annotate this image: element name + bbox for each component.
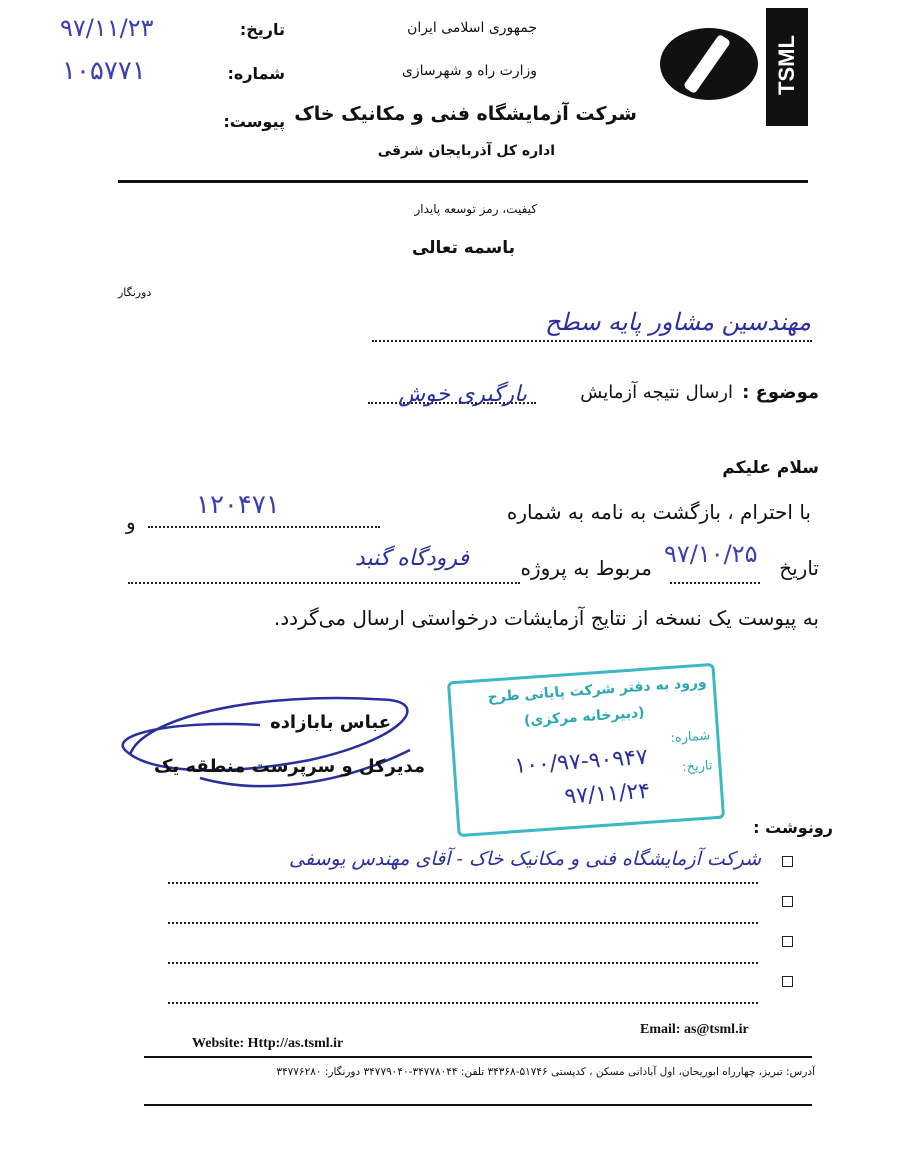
cc-checkbox-1[interactable] [782, 856, 793, 867]
stamp-number-value: ۱۰۰/۹۷-۹۰۹۴۷ [513, 744, 649, 779]
cc-entry-1: شرکت آزمایشگاه فنی و مکانیک خاک - آقای مهندس یوسفی [289, 848, 761, 870]
cc-checkbox-3[interactable] [782, 936, 793, 947]
letter-date-line [670, 582, 760, 584]
logo-emblem [660, 28, 758, 100]
ministry-title: وزارت راه و شهرسازی [401, 63, 537, 79]
signature-scribble [110, 680, 420, 810]
logo-tsml-box [766, 8, 808, 126]
logo [660, 8, 810, 128]
stamp-number-label: شماره: [670, 728, 711, 747]
body-line-2-mid: مربوط به پروژه [520, 556, 652, 580]
office-title: اداره کل آذربایجان شرقی [377, 143, 555, 159]
body-line-3: به پیوست یک نسخه از نتایج آزمایشات درخواستی ارسال می‌گردد. [273, 606, 819, 630]
recipient-line [372, 340, 812, 342]
number-value: ۱۰۵۷۷۱ [62, 56, 146, 86]
logo-text: TSML [774, 35, 799, 95]
cc-line-1 [168, 882, 758, 884]
footer-divider-top [144, 1056, 812, 1058]
signatory-title: مدیرکل و سرپرست منطقه یک [154, 756, 425, 777]
website[interactable]: Website: Http://as.tsml.ir [192, 1036, 344, 1051]
republic-title: جمهوری اسلامی ایران [407, 20, 537, 36]
fax-label: دورنگار [118, 286, 152, 299]
cc-checkbox-4[interactable] [782, 976, 793, 987]
attachment-label: پیوست: [223, 112, 285, 131]
subject-text: ارسال نتیجه آزمایش [580, 382, 733, 403]
date-value: ۹۷/۱۱/۲۳ [60, 14, 154, 42]
email[interactable]: Email: as@tsml.ir [640, 1022, 749, 1037]
stamp-line-2: (دبیرخانه مرکزی) [523, 704, 646, 730]
body-line-2-start: تاریخ [779, 556, 819, 580]
letter-date: ۹۷/۱۰/۲۵ [664, 540, 758, 568]
cc-line-2 [168, 922, 758, 924]
body-line-1: با احترام ، بازگشت به نامه به شماره [506, 500, 811, 524]
registry-stamp [447, 663, 725, 837]
cc-checkbox-2[interactable] [782, 896, 793, 907]
slogan: کیفیت، رمز توسعه پایدار [414, 202, 537, 216]
body-line-1-end: و [126, 510, 136, 534]
stamp-line-1: ورود به دفتر شرکت پایانی طرح [487, 674, 708, 706]
cc-line-3 [168, 962, 758, 964]
subject-handwritten: بارگیری خوش [398, 382, 527, 407]
stamp-date-label: تاریخ: [681, 758, 713, 776]
letter-number-line [148, 526, 380, 528]
footer-address: آدرس: تبریز، چهارراه ابوریحان، اول آبادانی مسکن ، کدپستی ۵۱۷۴۶-۳۴۳۶۸ تلفن: ۳۴۷۷۸۰۴۴-۳۴۷۷۹۰۴۰ دورنگار: ۳۴۷۷۶۲۸۰ [276, 1066, 815, 1078]
project-handwritten: فرودگاه گنبد [354, 546, 469, 571]
recipient-handwritten: مهندسین مشاور پایه سطح [545, 308, 811, 336]
date-label: تاریخ: [239, 20, 285, 39]
cc-label: رونوشت : [753, 818, 833, 837]
project-line [128, 582, 520, 584]
invocation: باسمه تعالی [411, 238, 515, 258]
header-divider [118, 180, 808, 183]
footer-divider-bottom [144, 1104, 812, 1106]
cc-line-4 [168, 1002, 758, 1004]
letter-number: ۱۲۰۴۷۱ [196, 490, 280, 520]
greeting: سلام علیکم [722, 458, 819, 478]
stamp-date-value: ۹۷/۱۱/۲۴ [563, 778, 651, 810]
number-label: شماره: [227, 64, 285, 83]
subject-label: موضوع : [742, 382, 819, 403]
company-title: شرکت آزمایشگاه فنی و مکانیک خاک [294, 103, 637, 125]
signatory-name: عباس بابازاده [270, 712, 391, 733]
